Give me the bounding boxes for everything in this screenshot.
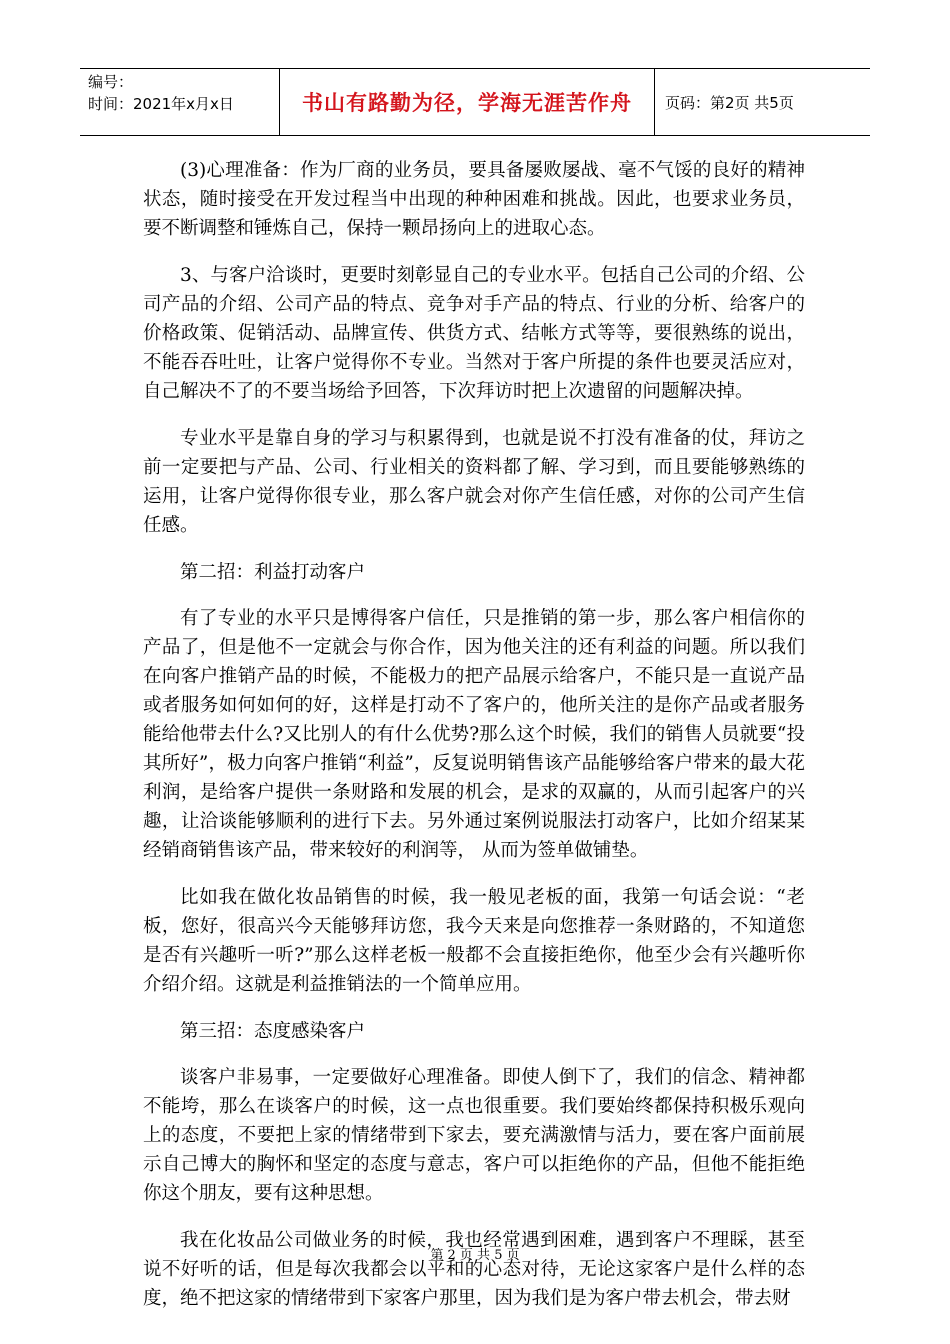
paragraph-professional-accumulation: 专业水平是靠自身的学习与积累得到，也就是说不打没有准备的仗，拜访之前一定要把与产品、公司、行业相关的资料都了解、学习到，而且要能够熟练的运用，让客户觉得你很专业，那么客户就会对你产生信任感，对你的公司产生信任感。 [143,428,805,536]
paragraph-cosmetics-example: 比如我在做化妆品销售的时候，我一般见老板的面，我第一句话会说：“老板，您好，很高兴今天能够拜访您，我今天来是向您推荐一条财路的，不知道您是否有兴趣听一听?”那么这样老板一般都不会直接拒绝你，他至少会有兴趣听你介绍介绍。这就是利益推销法的一个简单应用。 [143,887,805,995]
document-body [143,156,805,1331]
paragraph-benefit-persuasion: 有了专业的水平只是博得客户信任，只是推销的第一步，那么客户相信你的产品了，但是他不一定就会与你合作，因为他关注的还有利益的问题。所以我们在向客户推销产品的时候，不能极力的把产品展示给客户，不能只是一直说产品或者服务如何如何的好，这样是打动不了客户的，他所关注的是你产品或者服务能给他带去什么?又比别人的有什么优势?那么这个时候，我们的销售人员就要“投其所好”，极力向客户推销“利益”，反复说明销售该产品能够给客户带来的最大花利润，是给客户提供一条财路和发展的机会，是求的双赢的，从而引起客户的兴趣，让洽谈能够顺利的进行下去。另外通过案例说服法打动客户，比如介绍某某经销商销售该产品，带来较好的利润等， 从而为签单做铺垫。 [143,608,805,861]
header-meta [80,69,280,135]
header-page-info: 页码：第2页 共5页 [665,93,794,112]
date-line: 时间：2021年x月x日 [88,95,234,113]
header-motto: 书山有路勤为径，学海无涯苦作舟 [280,69,655,135]
paragraph-professional-level: 3、与客户洽谈时，更要时刻彰显自己的专业水平。包括自己公司的介绍、公司产品的介绍、公司产品的特点、竞争对手产品的特点、行业的分析、给客户的价格政策、促销活动、品牌宣传、供货方式、结帐方式等等，要很熟练的说出，不能吞吞吐吐，让客户觉得你不专业。当然对于客户所提的条件也要灵活应对，自己解决不了的不要当场给予回答，下次拜访时把上次遗留的问题解决掉。 [143,265,805,402]
section-heading-second: 第二招：利益打动客户 [180,562,366,583]
paragraph-personal-experience: 我在化妆品公司做业务的时候，我也经常遇到困难，遇到客户不理睬，甚至说不好听的话，但是每次我都会以平和的心态对待，无论这家客户是什么样的态度，绝不把这家的情绪带到下家客户那里，因为我们是为客户带去机会，带去财 [143,1230,805,1309]
section-heading-third: 第三招：态度感染客户 [180,1021,366,1042]
page-footer: 第 2 页 共 5 页 [430,1248,520,1263]
paragraph-attitude: 谈客户非易事，一定要做好心理准备。即使人倒下了，我们的信念、精神都不能垮，那么在谈客户的时候，这一点也很重要。我们要始终都保持积极乐观向上的态度，不要把上家的情绪带到下家去，要充满激情与活力，要在客户面前展示自己博大的胸怀和坚定的态度与意志，客户可以拒绝你的产品，但他不能拒绝你这个朋友，要有这种思想。 [143,1067,805,1204]
paragraph-psychological-prep: (3)心理准备：作为厂商的业务员，要具备屡败屡战、毫不气馁的良好的精神状态，随时接受在开发过程当中出现的种种困难和挑战。因此，也要求业务员，要不断调整和锤炼自己，保持一颗昂扬向上的进取心态。 [143,160,805,239]
serial-number-label: 编号： [88,73,134,91]
page-header [80,68,870,136]
